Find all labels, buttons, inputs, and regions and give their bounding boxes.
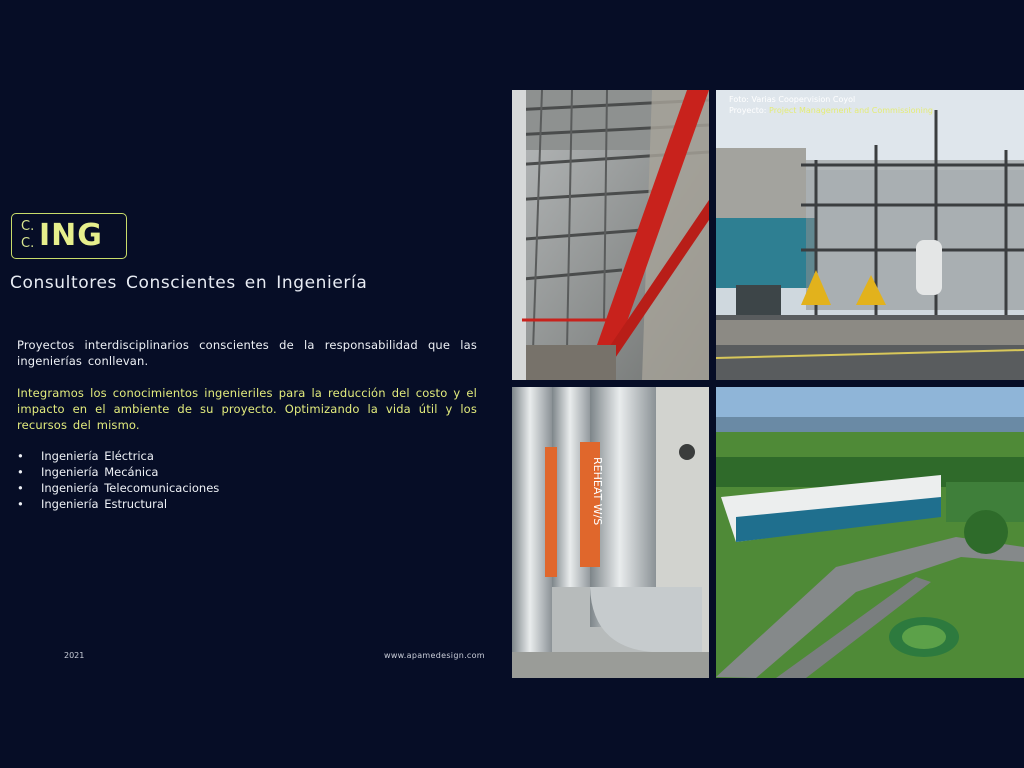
footer-website: www.apamedesign.com [384,651,485,660]
service-item-electrica: • Ingeniería Eléctrica [17,448,219,464]
value-paragraph: Integramos los conocimientos ingenieriles para la reducción del costo y el impacto en el ambiente de su proyecto. Optimizando la vida útil y los recursos del mismo. [17,386,477,432]
footer-year: 2021 [64,651,85,660]
photo-steel-structure [716,90,1024,380]
intro-paragraph: Proyectos interdisciplinarios conscientes de la responsabilidad que las ingenierías conllevan. [17,338,477,368]
caption-foto-value: Varias Coopervision Coyol [751,95,856,104]
photo-red-pipes [512,90,709,380]
photo-insulated-ducts [512,387,709,678]
services-list [17,448,219,512]
photo-aerial-campus [716,387,1024,678]
logo-cc: C. C. [21,219,35,251]
service-item-telecom: • Ingeniería Telecomunicaciones [17,480,219,496]
caption-proyecto-value: Project Management and Commissioning [769,106,933,115]
photo-caption [729,94,933,116]
company-subtitle: Consultores Conscientes en Ingeniería [10,273,368,293]
caption-proyecto-label: Proyecto: [729,106,767,115]
company-logo [11,213,127,259]
service-item-mecanica: • Ingeniería Mecánica [17,464,219,480]
logo-ing: ING [39,218,103,253]
duct-label: REHEAT W/S [591,457,604,526]
caption-foto-label: Foto: [729,95,749,104]
service-item-estructural: • Ingeniería Estructural [17,496,219,512]
